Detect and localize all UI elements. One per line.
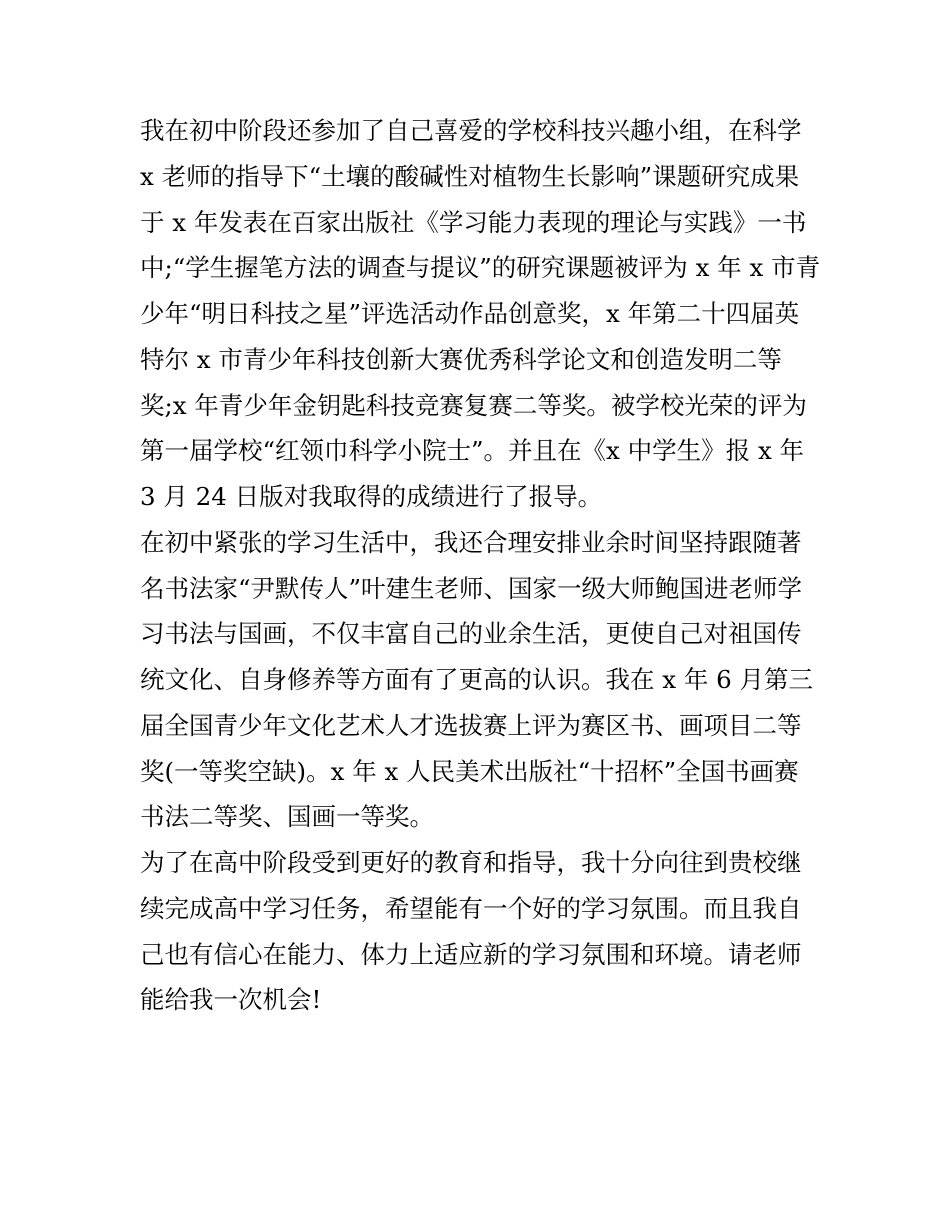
text-line: 统文化、自身修养等方面有了更高的认识。我在 x 年 6 月第三 [140,665,814,694]
text-line: 书法二等奖、国画一等奖。 [140,802,434,832]
text-line: 能给我一次机会! [140,985,322,1015]
text-line: 届全国青少年文化艺术人才选拔赛上评为赛区书、画项目二等 [140,710,802,740]
text-line: 在初中紧张的学习生活中，我还合理安排业余时间坚持跟随著 [140,527,802,557]
text-line: 特尔 x 市青少年科技创新大赛优秀科学论文和创造发明二等 [140,344,782,374]
text-line: 奖(一等奖空缺)。x 年 x 人民美术出版社“十招杯”全国书画赛 [140,756,799,786]
text-line: 己也有信心在能力、体力上适应新的学习氛围和环境。请老师 [140,939,802,969]
text-line: 奖;x 年青少年金钥匙科技竞赛复赛二等奖。被学校光荣的评为 [140,390,807,420]
text-line: 习书法与国画，不仅丰富自己的业余生活，更使自己对祖国传 [140,619,802,649]
text-line: x 老师的指导下“土壤的酸碱性对植物生长影响”课题研究成果 [140,161,800,191]
text-line: 少年“明日科技之星”评选活动作品创意奖，x 年第二十四届英 [140,299,800,328]
text-line: 我在初中阶段还参加了自己喜爱的学校科技兴趣小组，在科学 [140,116,802,145]
text-line: 于 x 年发表在百家出版社《学习能力表现的理论与实践》一书 [140,207,807,237]
text-line: 为了在高中阶段受到更好的教育和指导，我十分向往到贵校继 [140,848,802,877]
text-line: 名书法家“尹默传人”叶建生老师、国家一级大师鲍国进老师学 [140,573,803,603]
text-line: 第一届学校“红领巾科学小院士”。并且在《x 中学生》报 x 年 [140,436,805,466]
text-line: 续完成高中学习任务，希望能有一个好的学习氛围。而且我自 [140,893,802,923]
body-text [140,108,820,1023]
text-line: 中;“学生握笔方法的调查与提议”的研究课题被评为 x 年 x 市青 [140,253,820,283]
text-line: 3 月 24 日版对我取得的成绩进行了报导。 [140,482,603,511]
